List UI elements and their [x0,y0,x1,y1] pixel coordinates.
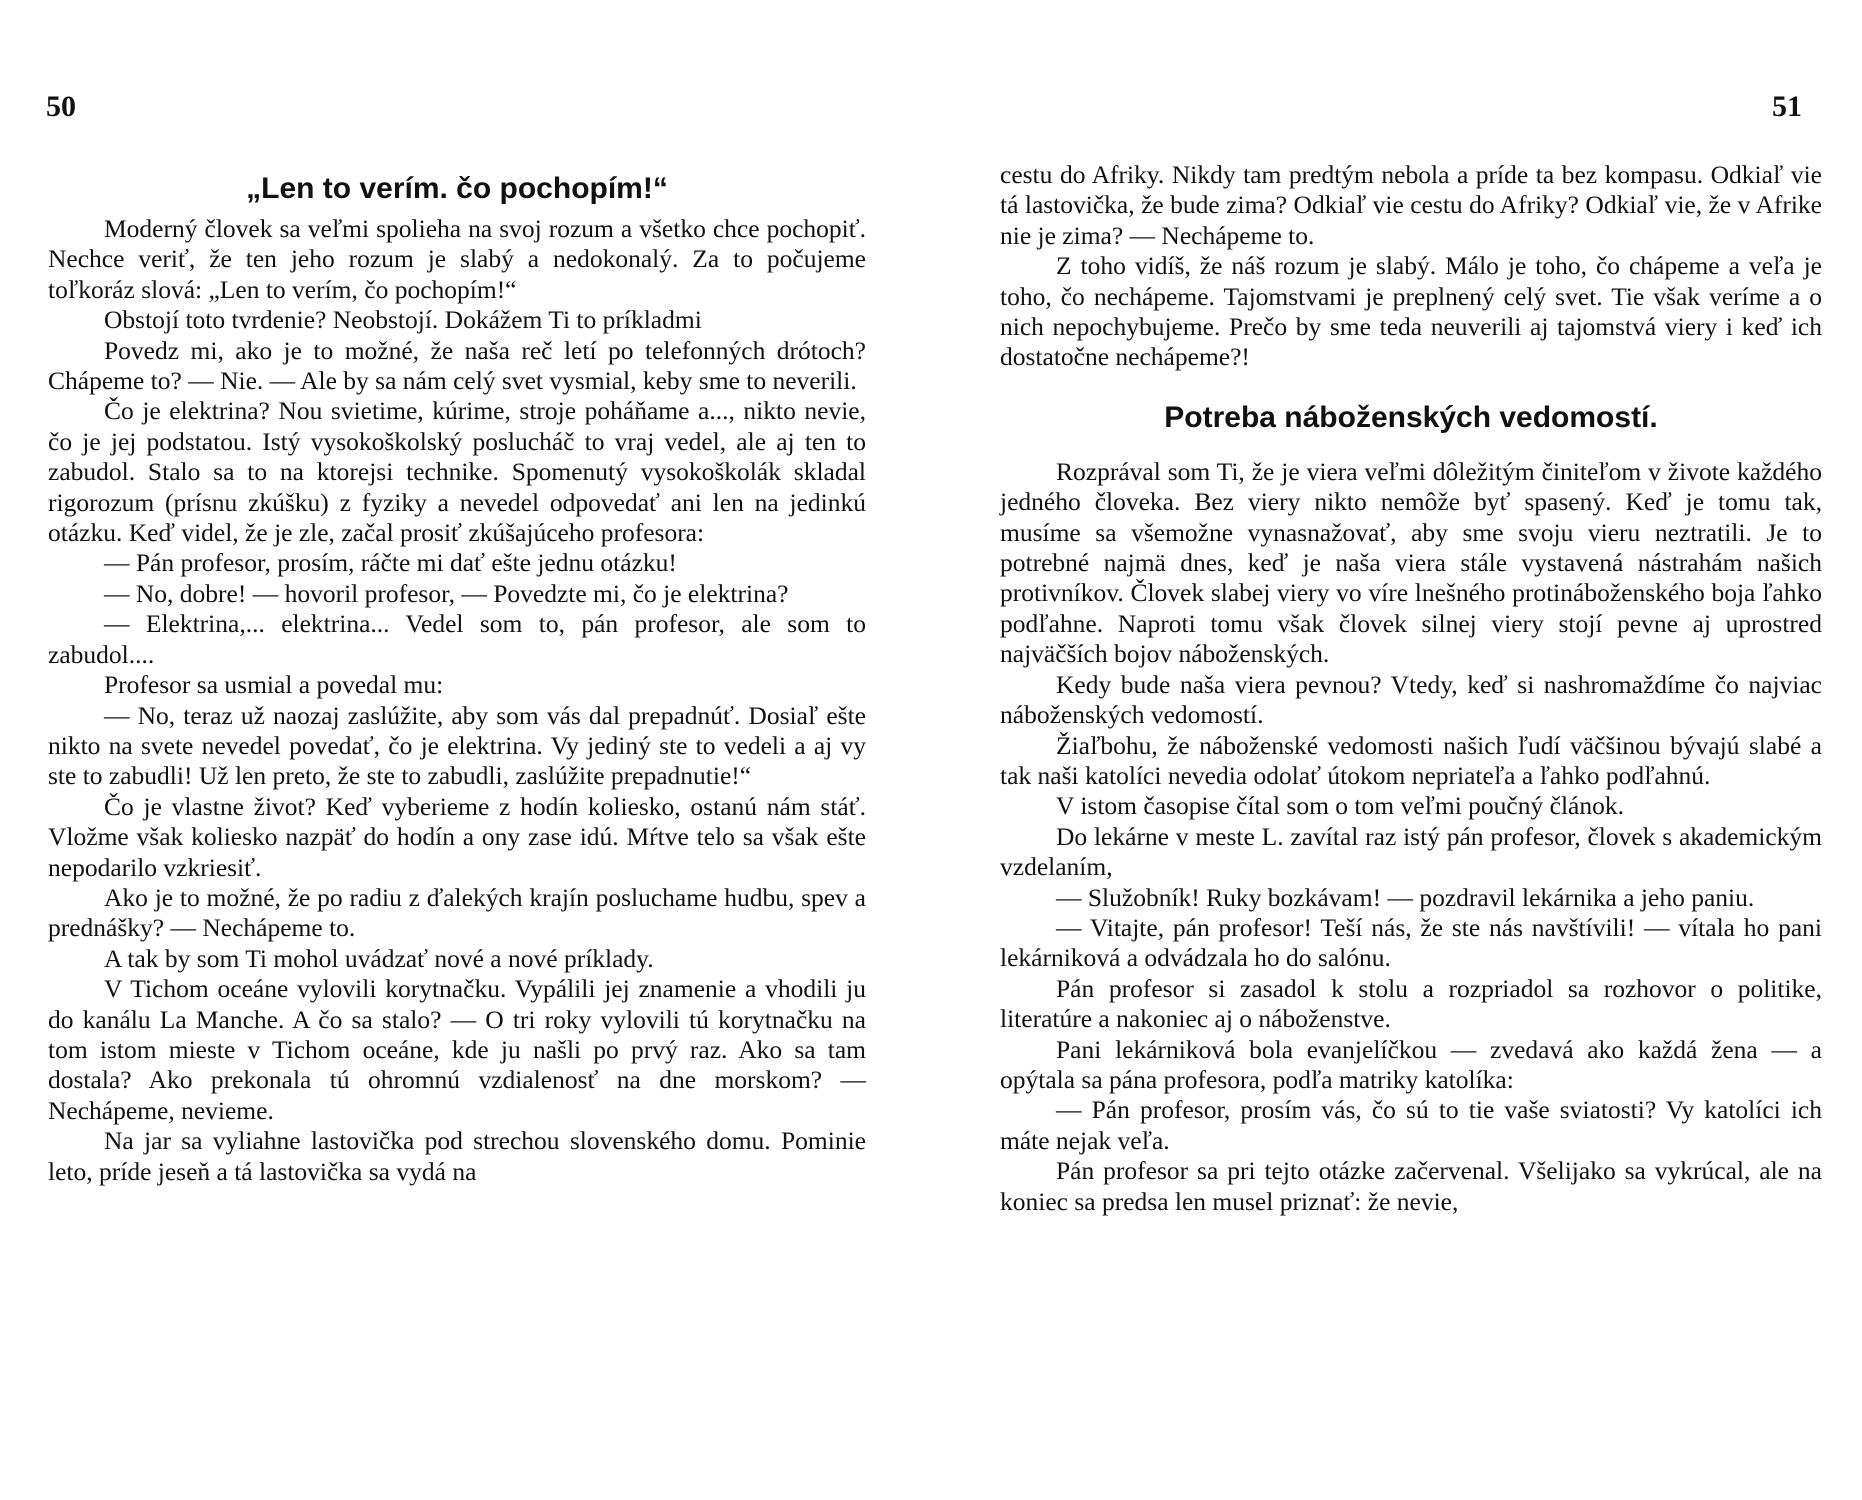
dialog-line: — Elektrina,... elektrina... Vedel som to, pán profesor, ale som to zabudol.... [48,609,866,669]
continuation-paragraph: cestu do Afriky. Nikdy tam predtým nebola a príde ta bez kompasu. Odkiaľ vie tá lastovička, že bude zima? Odkiaľ vie cestu do Afriky? Odkiaľ vie, že v Afrike nie je zima? — Nechápeme to. [1000,160,1822,250]
paragraph: Žiaľbohu, že náboženské vedomosti našich ľudí väčšinou bývajú slabé a tak naši katolíci nevedia odolať útokom nepriateľa a ľahko podľahnú. [1000,730,1822,790]
paragraph: Moderný človek sa veľmi spolieha na svoj rozum a všetko chce pochopiť. Nechce veriť, že ten jeho rozum je slabý a nedokonalý. Za to počujeme toľkoráz slová: „Len to verím, čo pochopím!“ [48,214,866,304]
paragraph: Kedy bude naša viera pevnou? Vtedy, keď si nashromaždíme čo najviac náboženských vedomostí. [1000,669,1822,730]
paragraph: Ako je to možné, že po radiu z ďalekých krajín posluchame hudbu, spev a prednášky? — Nechápeme to. [48,882,866,943]
dialog-line: — No, teraz už naozaj zaslúžite, aby som vás dal prepadnúť. Dosiaľ ešte nikto na svete nevedel povedať, čo je elektrina. Vy jediný ste to vedeli a aj vy ste to zabudli! Už len preto, že ste to zabudli, zaslúžite prepadnutie!“ [48,700,866,791]
right-page-title: Potreba náboženských vedomostí. [1164,400,1658,434]
paragraph: Profesor sa usmial a povedal mu: [104,670,444,700]
paragraph: Do lekárne v meste L. zavítal raz istý pán profesor, človek s akademickým vzdelaním, [1000,821,1822,882]
paragraph: Rozprával som Ti, že je viera veľmi dôležitým činiteľom v živote každého jedného človeka. Bez viery nikto nemôže byť spasený. Keď je tomu tak, musíme sa všemožne vynasnažovať, aby sme svoju vieru neztratili. Je to potrebné najmä dnes, keď je naša viera stále vystavená nástrahám našich protivníkov. Človek slabej viery vo víre lnešného protináboženského boja ľahko podľahne. Naproti tomu však človek silnej viery stojí pevne aj uprostred najväčších bojov náboženských. [1000,456,1822,669]
page-number-right: 51 [1772,90,1802,123]
paragraph: V Tichom oceáne vylovili korytnačku. Vypálili jej znamenie a vhodili ju do kanálu La Manche. A čo sa stalo? — O tri roky vylovili tú korytnačku na tom istom mieste v Tichom oceáne, kde ju našli po prvý raz. Ako sa tam dostala? Ako prekonala tú ohromnú vzdialenosť na dne morskom? — Nechápeme, nevieme. [48,974,866,1125]
dialog-line: — No, dobre! — hovoril profesor, — Povedzte mi, čo je elektrina? [104,578,789,608]
paragraph: Pani lekárniková bola evanjelíčkou — zvedavá ako každá žena — a opýtala sa pána profesora, podľa matriky katolíka: [1000,1034,1822,1094]
paragraph: Obstojí toto tvrdenie? Neobstojí. Dokážem Ti to príkladmi [104,305,702,335]
dialog-line: — Pán profesor, prosím, ráčte mi dať ešte jednu otázku! [104,548,677,578]
paragraph: Pán profesor si zasadol k stolu a rozpriadol sa rozhovor o politike, literatúre a nakoniec aj o náboženstve. [1000,973,1822,1034]
dialog-line: — Pán profesor, prosím vás, čo sú to tie vaše sviatosti? Vy katolíci ich máte nejak veľa. [1000,1095,1822,1155]
left-page-column [48,170,866,1187]
paragraph: Na jar sa vyliahne lastovička pod strechou slovenského domu. Pominie leto, príde jeseň a tá lastovička sa vydá na [48,1126,866,1186]
paragraph: Čo je elektrina? Nou svietime, kúrime, stroje poháňame a..., nikto nevie, čo je jej podstatou. Istý vysokoškolský poslucháč to vraj vedel, ale aj ten to zabudol. Stalo sa to na ktorejsi technike. Spomenutý vysokoškolák skladal rigorozum (prísnu zkúšku) z fyziky a nevedel odpovedať ani len na jedinkú otázku. Keď videl, že je zle, začal prosiť zkúšajúceho profesora: [48,396,866,548]
dialog-line: — Služobník! Ruky bozkávam! — pozdravil lekárnika a jeho paniu. [1056,882,1755,912]
right-page-column [1000,160,1822,1217]
left-page-title: „Len to verím. čo pochopím!“ [246,172,668,205]
paragraph: Z toho vidíš, že náš rozum je slabý. Málo je toho, čo chápeme a veľa je toho, čo nechápeme. Tajomstvami je preplnený celý svet. Tie však veríme a o nich nepochybujeme. Prečo by sme teda neuverili aj tajomstvá viery i keď ich dostatočne nechápeme?! [1000,251,1822,372]
page-number-left: 50 [46,90,76,123]
dialog-line: — Vitajte, pán profesor! Teší nás, že ste nás navštívili! — vítala ho pani lekárniková a odvádzala ho do salónu. [1000,912,1822,973]
paragraph: Povedz mi, ako je to možné, že naša reč letí po telefonných drótoch? Chápeme to? — Nie. — Ale by sa nám celý svet vysmial, keby sme to neverili. [48,335,866,396]
paragraph: Pán profesor sa pri tejto otázke začervenal. Všelijako sa vykrúcal, ale na koniec sa predsa len musel priznať: že nevie, [1000,1156,1822,1216]
paragraph: Čo je vlastne život? Keď vyberieme z hodín koliesko, ostanú nám stáť. Vložme však koliesko nazpäť do hodín a ony zase idú. Mŕtve telo sa však ešte nepodarilo vzkriesiť. [48,791,866,882]
paragraph: V istom časopise čítal som o tom veľmi poučný článok. [1056,791,1624,821]
paragraph: A tak by som Ti mohol uvádzať nové a nové príklady. [104,943,654,973]
